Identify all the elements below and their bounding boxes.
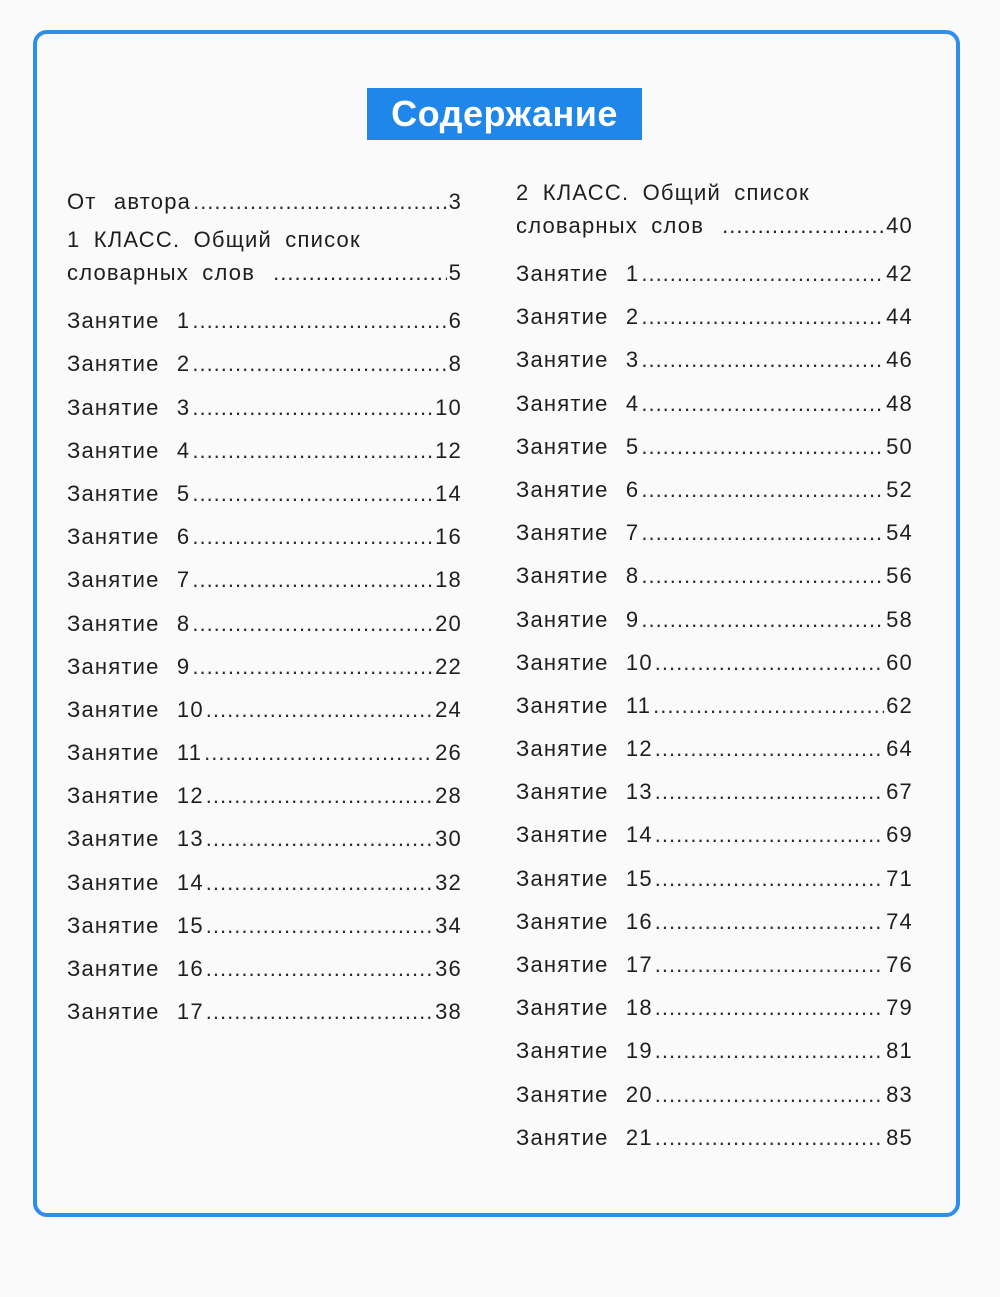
toc-entry-page: 24 bbox=[435, 696, 462, 722]
toc-entry-lesson[interactable] bbox=[516, 727, 913, 770]
toc-entry-page: 10 bbox=[435, 394, 462, 420]
toc-entry-label: Занятие 3 bbox=[67, 394, 191, 420]
dot-leader bbox=[641, 382, 884, 425]
dot-leader bbox=[204, 731, 433, 774]
toc-entry-lesson[interactable] bbox=[67, 774, 462, 817]
dot-leader bbox=[641, 295, 884, 338]
dot-leader bbox=[641, 338, 884, 381]
toc-entry-page: 71 bbox=[886, 865, 913, 891]
toc-entry-page: 76 bbox=[886, 952, 913, 977]
dot-leader bbox=[206, 817, 433, 860]
dot-leader bbox=[206, 774, 433, 817]
toc-entry-lesson[interactable] bbox=[67, 472, 462, 515]
toc-entry-label: Занятие 7 bbox=[67, 567, 191, 593]
toc-entry-lesson[interactable] bbox=[516, 554, 913, 597]
toc-entry-page: 6 bbox=[448, 308, 462, 334]
toc-entry-label: Занятие 3 bbox=[516, 347, 640, 373]
toc-entry-page: 81 bbox=[886, 1038, 913, 1064]
toc-entry-lesson[interactable] bbox=[516, 382, 913, 425]
toc-entry-page: 83 bbox=[886, 1081, 913, 1107]
dot-leader bbox=[273, 256, 446, 289]
dot-leader bbox=[722, 209, 884, 242]
toc-entry-page: 36 bbox=[435, 956, 462, 981]
toc-entry-label: Занятие 5 bbox=[516, 433, 640, 459]
dot-leader bbox=[206, 904, 433, 947]
toc-entry-page: 20 bbox=[435, 610, 462, 636]
toc-entry-page: 79 bbox=[886, 995, 913, 1021]
toc-right-column bbox=[516, 176, 913, 1159]
dot-leader bbox=[206, 688, 433, 731]
toc-entry-lesson[interactable] bbox=[516, 857, 913, 900]
toc-entry-page: 8 bbox=[448, 351, 462, 377]
toc-entry-label: Занятие 4 bbox=[67, 437, 191, 463]
toc-entry-page: 18 bbox=[435, 567, 462, 593]
dot-leader bbox=[641, 468, 884, 511]
page-title: Содержание bbox=[367, 88, 642, 140]
toc-entry-author[interactable] bbox=[67, 180, 462, 223]
dot-leader bbox=[655, 943, 884, 986]
dot-leader bbox=[641, 425, 884, 468]
toc-entry-label-line1: 1 КЛАСС. Общий список bbox=[67, 227, 361, 253]
toc-entry-page: 58 bbox=[886, 606, 913, 632]
toc-entry-lesson[interactable] bbox=[516, 684, 913, 727]
dot-leader bbox=[206, 861, 433, 904]
toc-entry-lesson[interactable] bbox=[516, 295, 913, 338]
toc-entry-page: 62 bbox=[886, 692, 913, 718]
toc-entry-page: 64 bbox=[886, 736, 913, 762]
toc-entry-page: 52 bbox=[886, 476, 913, 502]
toc-entry-label: Занятие 16 bbox=[516, 908, 653, 934]
toc-entry-label: Занятие 20 bbox=[516, 1081, 653, 1107]
toc-left-column bbox=[67, 180, 462, 1033]
toc-entry-lesson[interactable] bbox=[67, 861, 462, 904]
dot-leader bbox=[192, 472, 433, 515]
toc-entry-lesson[interactable] bbox=[516, 770, 913, 813]
toc-entry-lesson[interactable] bbox=[516, 425, 913, 468]
toc-entry-class2[interactable] bbox=[516, 176, 913, 242]
toc-right-lessons bbox=[516, 252, 913, 1159]
toc-entry-page: 60 bbox=[886, 649, 913, 675]
toc-entry-label: Занятие 2 bbox=[67, 351, 191, 377]
dot-leader bbox=[653, 684, 884, 727]
toc-entry-label: Занятие 14 bbox=[67, 869, 204, 895]
toc-entry-label: Занятие 17 bbox=[67, 999, 204, 1025]
toc-entry-page: 67 bbox=[886, 779, 913, 805]
dot-leader bbox=[192, 342, 446, 385]
dot-leader bbox=[655, 1073, 884, 1116]
toc-entry-label: Занятие 14 bbox=[516, 822, 653, 848]
toc-entry-lesson[interactable] bbox=[516, 986, 913, 1029]
toc-entry-page: 12 bbox=[435, 437, 462, 463]
dot-leader bbox=[192, 515, 433, 558]
toc-entry-lesson[interactable] bbox=[516, 943, 913, 986]
dot-leader bbox=[192, 386, 433, 429]
toc-entry-page: 46 bbox=[886, 347, 913, 373]
toc-entry-label: Занятие 10 bbox=[516, 649, 653, 675]
toc-entry-lesson[interactable] bbox=[67, 731, 462, 774]
toc-entry-page: 42 bbox=[886, 261, 913, 286]
toc-entry-label: Занятие 12 bbox=[516, 736, 653, 762]
dot-leader bbox=[641, 511, 884, 554]
toc-entry-page: 50 bbox=[886, 433, 913, 459]
toc-entry-label: Занятие 19 bbox=[516, 1038, 653, 1064]
dot-leader bbox=[641, 598, 884, 641]
toc-entry-label: Занятие 16 bbox=[67, 956, 204, 981]
toc-entry-page: 54 bbox=[886, 520, 913, 546]
toc-entry-lesson[interactable] bbox=[516, 468, 913, 511]
toc-entry-page: 28 bbox=[435, 783, 462, 809]
toc-entry-page: 74 bbox=[886, 908, 913, 934]
toc-entry-lesson[interactable] bbox=[67, 990, 462, 1033]
toc-entry-label: Занятие 10 bbox=[67, 696, 204, 722]
toc-entry-lesson[interactable] bbox=[67, 947, 462, 990]
toc-entry-page: 40 bbox=[886, 213, 913, 238]
toc-entry-lesson[interactable] bbox=[516, 598, 913, 641]
toc-entry-lesson[interactable] bbox=[516, 1029, 913, 1072]
toc-entry-page: 56 bbox=[886, 563, 913, 589]
toc-entry-lesson[interactable] bbox=[516, 338, 913, 381]
dot-leader bbox=[193, 180, 446, 223]
toc-entry-page: 44 bbox=[886, 304, 913, 330]
toc-entry-label: Занятие 9 bbox=[516, 606, 640, 632]
dot-leader bbox=[206, 990, 433, 1033]
toc-entry-label: Занятие 9 bbox=[67, 653, 191, 679]
toc-entry-lesson[interactable] bbox=[67, 558, 462, 601]
toc-entry-lesson[interactable] bbox=[67, 299, 462, 342]
toc-entry-label: Занятие 21 bbox=[516, 1124, 653, 1150]
toc-entry-page: 48 bbox=[886, 390, 913, 416]
toc-entry-label: Занятие 2 bbox=[516, 304, 640, 330]
toc-entry-label: Занятие 17 bbox=[516, 952, 653, 977]
toc-entry-page: 22 bbox=[435, 653, 462, 679]
toc-entry-label: Занятие 13 bbox=[67, 826, 204, 852]
dot-leader bbox=[641, 252, 884, 295]
dot-leader bbox=[655, 770, 884, 813]
toc-entry-label: Занятие 8 bbox=[516, 563, 640, 589]
dot-leader bbox=[655, 1116, 884, 1159]
toc-entry-page: 3 bbox=[448, 189, 462, 214]
dot-leader bbox=[206, 947, 433, 990]
toc-entry-lesson[interactable] bbox=[67, 817, 462, 860]
toc-entry-page: 30 bbox=[435, 826, 462, 852]
dot-leader bbox=[192, 558, 433, 601]
dot-leader bbox=[655, 900, 884, 943]
toc-entry-lesson[interactable] bbox=[67, 602, 462, 645]
toc-entry-lesson[interactable] bbox=[516, 252, 913, 295]
toc-entry-label: Занятие 13 bbox=[516, 779, 653, 805]
toc-entry-page: 5 bbox=[448, 260, 462, 286]
dot-leader bbox=[655, 1029, 884, 1072]
dot-leader bbox=[641, 554, 884, 597]
toc-entry-lesson[interactable] bbox=[67, 342, 462, 385]
toc-entry-page: 69 bbox=[886, 822, 913, 848]
toc-entry-class1[interactable] bbox=[67, 223, 462, 289]
toc-entry-lesson[interactable] bbox=[516, 900, 913, 943]
toc-entry-page: 14 bbox=[435, 480, 462, 506]
toc-entry-page: 26 bbox=[435, 740, 462, 766]
toc-entry-page: 85 bbox=[886, 1124, 913, 1150]
toc-entry-lesson[interactable] bbox=[516, 511, 913, 554]
dot-leader bbox=[655, 813, 884, 856]
toc-entry-label-line2: словарных слов bbox=[516, 213, 705, 238]
toc-entry-page: 38 bbox=[435, 999, 462, 1025]
toc-entry-label-line2: словарных слов bbox=[67, 260, 256, 286]
toc-entry-label: Занятие 1 bbox=[516, 261, 640, 286]
dot-leader bbox=[192, 299, 446, 342]
dot-leader bbox=[655, 986, 884, 1029]
toc-entry-label: Занятие 18 bbox=[516, 995, 653, 1021]
dot-leader bbox=[655, 727, 884, 770]
toc-entry-page: 34 bbox=[435, 912, 462, 938]
dot-leader bbox=[192, 645, 433, 688]
toc-entry-lesson[interactable] bbox=[516, 1073, 913, 1116]
toc-entry-label: Занятие 15 bbox=[516, 865, 653, 891]
dot-leader bbox=[192, 602, 433, 645]
toc-entry-lesson[interactable] bbox=[67, 429, 462, 472]
toc-entry-label: Занятие 5 bbox=[67, 480, 191, 506]
toc-entry-label: Занятие 7 bbox=[516, 520, 640, 546]
toc-entry-label: Занятие 6 bbox=[516, 476, 640, 502]
dot-leader bbox=[655, 641, 884, 684]
toc-entry-label-line1: 2 КЛАСС. Общий список bbox=[516, 180, 810, 205]
toc-entry-lesson[interactable] bbox=[516, 1116, 913, 1159]
toc-entry-lesson[interactable] bbox=[516, 641, 913, 684]
toc-entry-lesson[interactable] bbox=[67, 645, 462, 688]
toc-entry-label: Занятие 8 bbox=[67, 610, 191, 636]
toc-entry-label: Занятие 11 bbox=[67, 740, 203, 766]
dot-leader bbox=[192, 429, 433, 472]
toc-entry-lesson[interactable] bbox=[67, 386, 462, 429]
toc-entry-label: Занятие 4 bbox=[516, 390, 640, 416]
toc-entry-lesson[interactable] bbox=[67, 688, 462, 731]
toc-entry-label: Занятие 15 bbox=[67, 912, 204, 938]
dot-leader bbox=[655, 857, 884, 900]
toc-entry-label: Занятие 11 bbox=[516, 692, 652, 718]
toc-entry-label: Занятие 12 bbox=[67, 783, 204, 809]
toc-entry-label: Занятие 1 bbox=[67, 308, 191, 334]
toc-entry-page: 32 bbox=[435, 869, 462, 895]
toc-entry-lesson[interactable] bbox=[67, 515, 462, 558]
toc-entry-label: Занятие 6 bbox=[67, 524, 191, 550]
toc-left-lessons bbox=[67, 299, 462, 1033]
toc-entry-lesson[interactable] bbox=[67, 904, 462, 947]
toc-entry-lesson[interactable] bbox=[516, 813, 913, 856]
toc-entry-page: 16 bbox=[435, 524, 462, 550]
toc-entry-label: От автора bbox=[67, 189, 192, 214]
